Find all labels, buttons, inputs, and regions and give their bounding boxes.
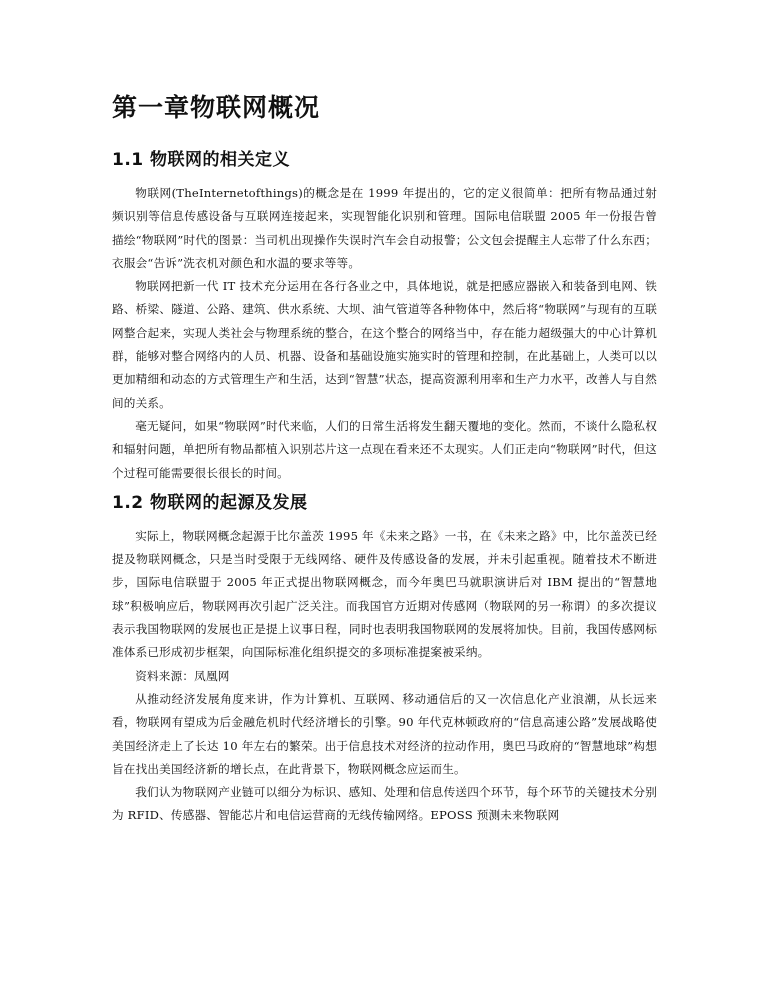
paragraph: 物联网把新一代 IT 技术充分运用在各行各业之中，具体地说，就是把感应器嵌入和装备到电网、铁路、桥梁、隧道、公路、建筑、供水系统、大坝、油气管道等各种物体中，然后将“物联网”与现有的互联网整合起来，实现人类社会与物理系统的整合，在这个整合的网络当中，存在能力超级强大的中心计算机群，能够对整合网络内的人员、机器、设备和基础设施实施实时的管理和控制，在此基础上，人类可以以更加精细和动态的方式管理生产和生活，达到“智慧”状态，提高资源利用率和生产力水平，改善人与自然间的关系。 [112,279,657,410]
section-1-2 [112,491,657,828]
paragraph: 毫无疑问，如果“物联网”时代来临，人们的日常生活将发生翻天覆地的变化。然而，不谈什么隐私权和辐射问题，单把所有物品都植入识别芯片这一点现在看来还不太现实。人们正走向“物联网”时代，但这个过程可能需要很长很长的时间。 [112,418,657,480]
document-page [112,92,657,828]
source-note: 资料来源：凤凰网 [135,668,230,683]
section-title: 1.1 物联网的相关定义 [112,150,291,170]
section-1-1 [112,148,657,485]
paragraph: 实际上，物联网概念起源于比尔盖茨 1995 年《未来之路》一书，在《未来之路》中，比尔盖茨已经提及物联网概念，只是当时受限于无线网络、硬件及传感设备的发展，并未引起重视。随着技术不断进步，国际电信联盟于 2005 年正式提出物联网概念，而今年奥巴马就职演讲后对 IBM 提出的“智慧地球”积极响应后，物联网再次引起广泛关注。而我国官方近期对传感网（物联网的另一称谓）的多次提议表示我国物联网的发展也正是提上议事日程，同时也表明我国物联网的发展将加快。目前，我国传感网标准体系已形成初步框架，向国际标准化组织提交的多项标准提案被采纳。 [112,528,657,660]
paragraph: 物联网(TheInternetofthings)的概念是在 1999 年提出的，它的定义很简单：把所有物品通过射频识别等信息传感设备与互联网连接起来，实现智能化识别和管理。国际电信联盟 2005 年一份报告曾描绘“物联网”时代的图景：当司机出现操作失误时汽车会自动报警；公文包会提醒主人忘带了什么东西；衣服会“告诉”洗衣机对颜色和水温的要求等等。 [112,186,657,270]
paragraph: 从推动经济发展角度来讲，作为计算机、互联网、移动通信后的又一次信息化产业浪潮，从长远来看，物联网有望成为后金融危机时代经济增长的引擎。90 年代克林顿政府的“信息高速公路”发展战略使美国经济走上了长达 10 年左右的繁荣。出于信息技术对经济的拉动作用，奥巴马政府的“智慧地球”构想旨在找出美国经济新的增长点，在此背景下，物联网概念应运而生。 [112,691,657,776]
chapter-title: 第一章物联网概况 [112,93,321,122]
paragraph: 我们认为物联网产业链可以细分为标识、感知、处理和信息传送四个环节，每个环节的关键技术分别为 RFID、传感器、智能芯片和电信运营商的无线传输网络。EPOSS 预测未来物联网 [112,785,657,823]
section-title: 1.2 物联网的起源及发展 [112,492,308,513]
